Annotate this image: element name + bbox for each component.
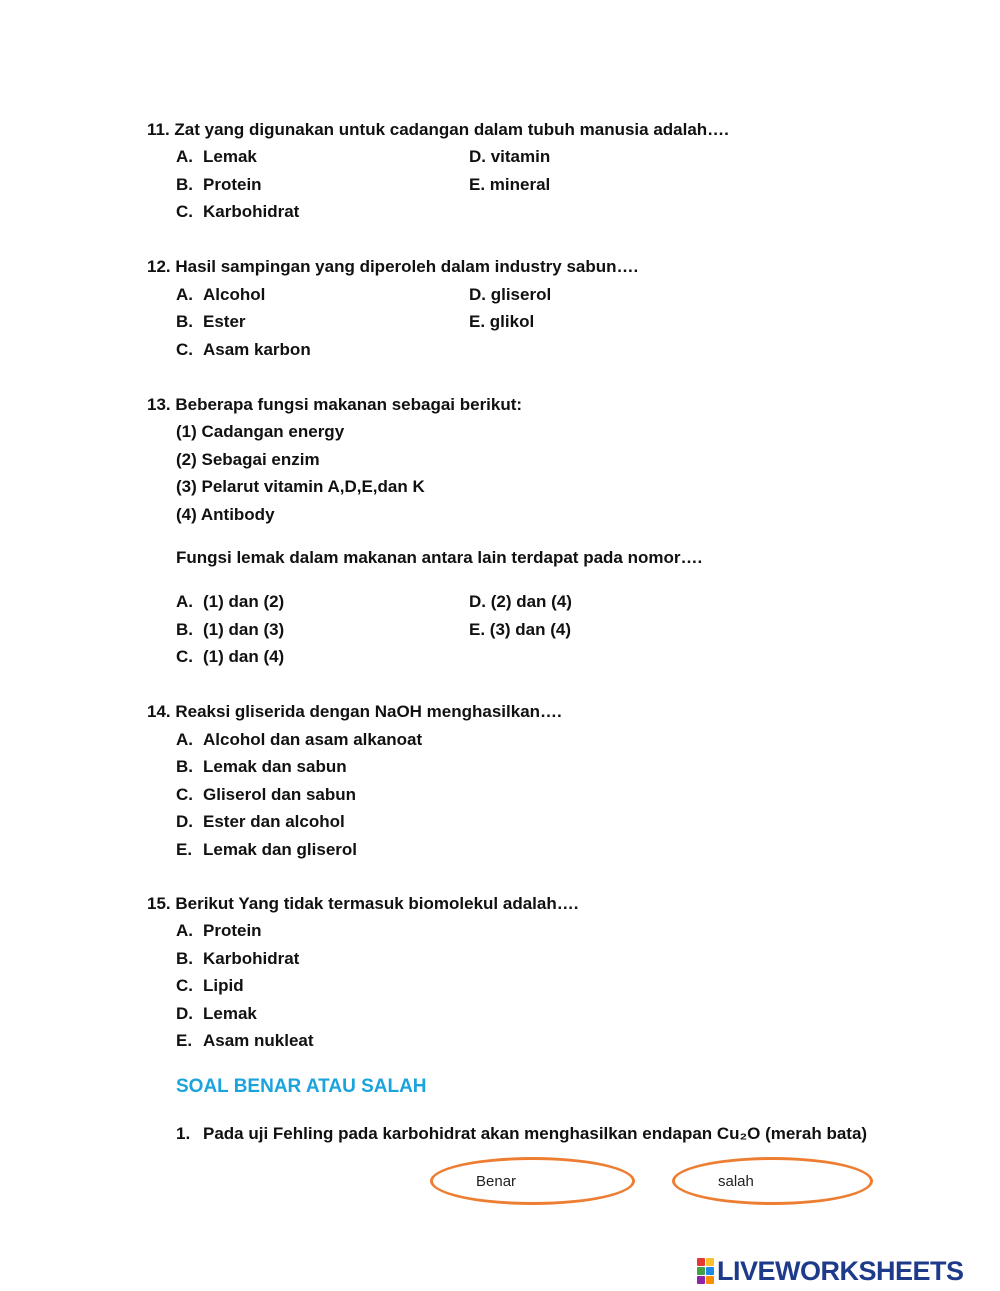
option-text: D. vitamin <box>469 147 551 166</box>
liveworksheets-logo <box>697 1254 964 1288</box>
option-text: Karbohidrat <box>203 949 300 968</box>
option-letter: A. <box>176 921 193 940</box>
option-letter: B. <box>176 175 193 194</box>
option-letter: E. <box>176 1031 193 1050</box>
list-item: (3) Pelarut vitamin A,D,E,dan K <box>176 477 425 496</box>
logo-icon <box>697 1258 714 1284</box>
option-text: Lipid <box>203 976 244 995</box>
option-text: Ester dan alcohol <box>203 812 345 831</box>
question-13-prompt: Fungsi lemak dalam makanan antara lain terdapat pada nomor…. <box>176 548 703 567</box>
option-text: Alcohol <box>203 285 266 304</box>
question-14-text: 14. Reaksi gliserida dengan NaOH menghasilkan…. <box>147 702 562 721</box>
question-15-text: 15. Berikut Yang tidak termasuk biomolekul adalah…. <box>147 894 579 913</box>
option-text: Protein <box>203 175 262 194</box>
option-text: Gliserol dan sabun <box>203 785 357 804</box>
salah-choice-label: salah <box>718 1173 754 1190</box>
option-text: Alcohol dan asam alkanoat <box>203 730 423 749</box>
question-13-text: 13. Beberapa fungsi makanan sebagai berikut: <box>147 395 523 414</box>
logo-tile <box>697 1276 705 1284</box>
option-letter: C. <box>176 340 193 359</box>
option-text: Lemak dan gliserol <box>203 840 357 859</box>
logo-text: LIVEWORKSHEETS <box>717 1255 964 1286</box>
question-11-text: 11. Zat yang digunakan untuk cadangan dalam tubuh manusia adalah…. <box>147 120 729 139</box>
tf-question-text: Pada uji Fehling pada karbohidrat akan menghasilkan endapan Cu₂O (merah bata) <box>203 1124 868 1143</box>
benar-choice-button[interactable] <box>430 1157 635 1205</box>
logo-tile <box>706 1267 714 1275</box>
option-letter: C. <box>176 202 193 221</box>
option-letter: A. <box>176 285 193 304</box>
logo-tile <box>697 1258 705 1266</box>
option-letter: D. <box>176 1004 193 1023</box>
tf-question-number: 1. <box>176 1124 191 1143</box>
option-letter: A. <box>176 730 193 749</box>
option-letter: C. <box>176 647 193 666</box>
option-text: D. gliserol <box>469 285 552 304</box>
list-item: (4) Antibody <box>176 505 275 524</box>
option-letter: B. <box>176 312 193 331</box>
option-letter: C. <box>176 785 193 804</box>
option-text: E. mineral <box>469 175 551 194</box>
list-item: (1) Cadangan energy <box>176 422 345 441</box>
option-letter: A. <box>176 592 193 611</box>
option-text: E. glikol <box>469 312 535 331</box>
option-letter: B. <box>176 949 193 968</box>
option-text: Ester <box>203 312 246 331</box>
section-heading: SOAL BENAR ATAU SALAH <box>176 1076 427 1097</box>
option-text: Asam karbon <box>203 340 311 359</box>
option-letter: B. <box>176 620 193 639</box>
option-text: Lemak <box>203 1004 257 1023</box>
option-letter: E. <box>176 840 193 859</box>
salah-choice-button[interactable] <box>672 1157 873 1205</box>
logo-tile <box>706 1276 714 1284</box>
option-letter: C. <box>176 976 193 995</box>
option-letter: A. <box>176 147 193 166</box>
option-text: D. (2) dan (4) <box>469 592 572 611</box>
list-item: (2) Sebagai enzim <box>176 450 320 469</box>
option-text: (1) dan (2) <box>203 592 285 611</box>
option-text: Lemak dan sabun <box>203 757 347 776</box>
option-text: Lemak <box>203 147 257 166</box>
question-12-text: 12. Hasil sampingan yang diperoleh dalam industry sabun…. <box>147 257 639 276</box>
option-letter: D. <box>176 812 193 831</box>
logo-tile <box>706 1258 714 1266</box>
option-text: Karbohidrat <box>203 202 300 221</box>
option-text: Asam nukleat <box>203 1031 314 1050</box>
option-text: (1) dan (3) <box>203 620 285 639</box>
benar-choice-label: Benar <box>476 1173 517 1190</box>
logo-tile <box>697 1267 705 1275</box>
option-text: E. (3) dan (4) <box>469 620 572 639</box>
option-text: Protein <box>203 921 262 940</box>
option-text: (1) dan (4) <box>203 647 285 666</box>
option-letter: B. <box>176 757 193 776</box>
